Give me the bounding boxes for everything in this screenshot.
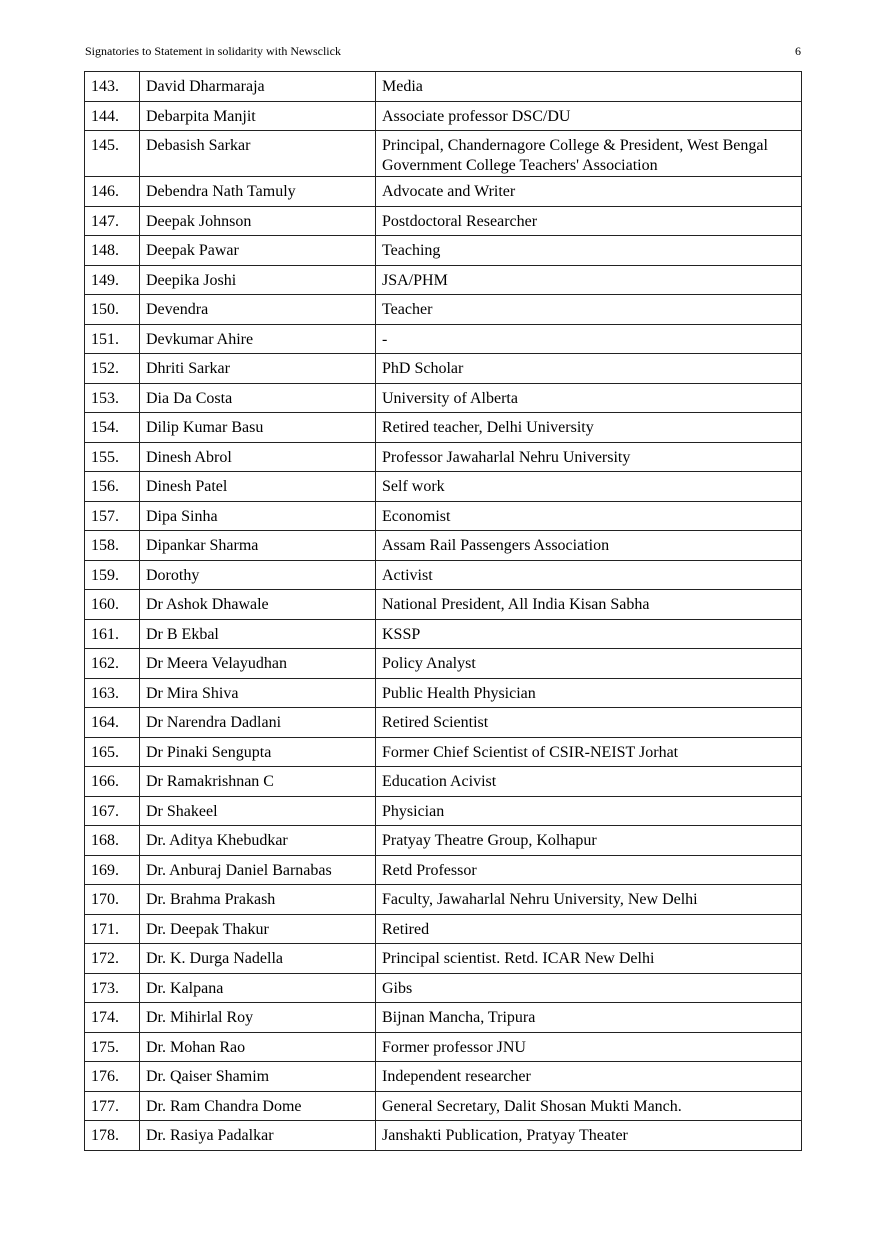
signatory-affiliation: Teaching — [376, 236, 802, 266]
signatories-table-body — [85, 72, 802, 1151]
table-row — [85, 885, 802, 915]
row-number: 173. — [85, 973, 140, 1003]
row-number: 159. — [85, 560, 140, 590]
table-row — [85, 914, 802, 944]
table-row — [85, 708, 802, 738]
signatory-affiliation: Education Acivist — [376, 767, 802, 797]
row-number: 156. — [85, 472, 140, 502]
signatory-name: Dr Shakeel — [140, 796, 376, 826]
signatory-name: Dr. Mohan Rao — [140, 1032, 376, 1062]
signatory-affiliation: Principal, Chandernagore College & President, West Bengal Government College Teachers' Association — [376, 131, 802, 177]
table-row — [85, 131, 802, 177]
page-number: 6 — [795, 44, 801, 58]
row-number: 147. — [85, 206, 140, 236]
signatory-affiliation: - — [376, 324, 802, 354]
document-title: Signatories to Statement in solidarity with Newsclick — [85, 44, 341, 58]
signatory-name: Dr. Mihirlal Roy — [140, 1003, 376, 1033]
signatory-affiliation: General Secretary, Dalit Shosan Mukti Manch. — [376, 1091, 802, 1121]
row-number: 174. — [85, 1003, 140, 1033]
table-row — [85, 737, 802, 767]
table-row — [85, 1032, 802, 1062]
table-row — [85, 531, 802, 561]
row-number: 170. — [85, 885, 140, 915]
signatory-name: Debarpita Manjit — [140, 101, 376, 131]
signatory-name: Dilip Kumar Basu — [140, 413, 376, 443]
signatory-name: Dr Ramakrishnan C — [140, 767, 376, 797]
signatory-name: Deepak Johnson — [140, 206, 376, 236]
row-number: 146. — [85, 177, 140, 207]
signatory-affiliation: Self work — [376, 472, 802, 502]
signatory-name: Dipankar Sharma — [140, 531, 376, 561]
signatory-affiliation: Media — [376, 72, 802, 102]
signatory-name: Dipa Sinha — [140, 501, 376, 531]
table-row — [85, 442, 802, 472]
signatory-affiliation: Associate professor DSC/DU — [376, 101, 802, 131]
signatory-name: Dinesh Abrol — [140, 442, 376, 472]
table-row — [85, 619, 802, 649]
table-row — [85, 413, 802, 443]
row-number: 167. — [85, 796, 140, 826]
signatory-affiliation: Principal scientist. Retd. ICAR New Delhi — [376, 944, 802, 974]
signatory-name: Dr Pinaki Sengupta — [140, 737, 376, 767]
table-row — [85, 472, 802, 502]
signatory-affiliation: Postdoctoral Researcher — [376, 206, 802, 236]
row-number: 153. — [85, 383, 140, 413]
table-row — [85, 767, 802, 797]
signatory-affiliation: Pratyay Theatre Group, Kolhapur — [376, 826, 802, 856]
signatories-table — [84, 71, 802, 1151]
row-number: 144. — [85, 101, 140, 131]
table-row — [85, 826, 802, 856]
row-number: 169. — [85, 855, 140, 885]
signatory-affiliation: University of Alberta — [376, 383, 802, 413]
table-row — [85, 1091, 802, 1121]
table-row — [85, 101, 802, 131]
signatory-name: Dr. Brahma Prakash — [140, 885, 376, 915]
row-number: 171. — [85, 914, 140, 944]
row-number: 164. — [85, 708, 140, 738]
row-number: 158. — [85, 531, 140, 561]
table-row — [85, 796, 802, 826]
signatory-name: Dr Ashok Dhawale — [140, 590, 376, 620]
row-number: 165. — [85, 737, 140, 767]
signatory-name: David Dharmaraja — [140, 72, 376, 102]
signatory-name: Dr. Anburaj Daniel Barnabas — [140, 855, 376, 885]
row-number: 177. — [85, 1091, 140, 1121]
table-row — [85, 72, 802, 102]
signatory-name: Debasish Sarkar — [140, 131, 376, 177]
row-number: 176. — [85, 1062, 140, 1092]
signatory-affiliation: Janshakti Publication, Pratyay Theater — [376, 1121, 802, 1151]
table-row — [85, 236, 802, 266]
row-number: 152. — [85, 354, 140, 384]
row-number: 143. — [85, 72, 140, 102]
signatory-name: Devendra — [140, 295, 376, 325]
signatory-affiliation: Advocate and Writer — [376, 177, 802, 207]
signatory-affiliation: Public Health Physician — [376, 678, 802, 708]
signatory-affiliation: Physician — [376, 796, 802, 826]
signatory-affiliation: Independent researcher — [376, 1062, 802, 1092]
table-row — [85, 1121, 802, 1151]
signatory-affiliation: KSSP — [376, 619, 802, 649]
signatory-name: Dia Da Costa — [140, 383, 376, 413]
signatory-name: Dr Mira Shiva — [140, 678, 376, 708]
table-row — [85, 265, 802, 295]
table-row — [85, 295, 802, 325]
table-row — [85, 324, 802, 354]
signatory-name: Dorothy — [140, 560, 376, 590]
row-number: 150. — [85, 295, 140, 325]
signatory-affiliation: PhD Scholar — [376, 354, 802, 384]
table-row — [85, 1003, 802, 1033]
signatory-name: Dr. K. Durga Nadella — [140, 944, 376, 974]
signatory-name: Dr. Aditya Khebudkar — [140, 826, 376, 856]
signatory-affiliation: Bijnan Mancha, Tripura — [376, 1003, 802, 1033]
row-number: 155. — [85, 442, 140, 472]
row-number: 151. — [85, 324, 140, 354]
signatory-name: Dr. Rasiya Padalkar — [140, 1121, 376, 1151]
table-row — [85, 678, 802, 708]
signatory-affiliation: Former Chief Scientist of CSIR-NEIST Jorhat — [376, 737, 802, 767]
table-row — [85, 855, 802, 885]
signatory-affiliation: Economist — [376, 501, 802, 531]
table-row — [85, 649, 802, 679]
signatory-name: Dhriti Sarkar — [140, 354, 376, 384]
signatory-name: Deepak Pawar — [140, 236, 376, 266]
row-number: 157. — [85, 501, 140, 531]
signatory-name: Devkumar Ahire — [140, 324, 376, 354]
row-number: 148. — [85, 236, 140, 266]
row-number: 168. — [85, 826, 140, 856]
table-row — [85, 354, 802, 384]
table-row — [85, 206, 802, 236]
row-number: 178. — [85, 1121, 140, 1151]
row-number: 160. — [85, 590, 140, 620]
signatory-affiliation: Policy Analyst — [376, 649, 802, 679]
signatory-name: Dr Meera Velayudhan — [140, 649, 376, 679]
page-header — [85, 42, 801, 60]
signatory-name: Dr. Qaiser Shamim — [140, 1062, 376, 1092]
row-number: 162. — [85, 649, 140, 679]
signatory-affiliation: Retired Scientist — [376, 708, 802, 738]
signatory-name: Debendra Nath Tamuly — [140, 177, 376, 207]
signatory-affiliation: Assam Rail Passengers Association — [376, 531, 802, 561]
signatory-name: Dr Narendra Dadlani — [140, 708, 376, 738]
table-row — [85, 177, 802, 207]
signatory-affiliation: Teacher — [376, 295, 802, 325]
signatory-name: Dinesh Patel — [140, 472, 376, 502]
table-row — [85, 1062, 802, 1092]
table-row — [85, 944, 802, 974]
signatory-affiliation: Retired teacher, Delhi University — [376, 413, 802, 443]
row-number: 161. — [85, 619, 140, 649]
signatory-affiliation: National President, All India Kisan Sabha — [376, 590, 802, 620]
signatory-name: Deepika Joshi — [140, 265, 376, 295]
row-number: 166. — [85, 767, 140, 797]
signatory-affiliation: Professor Jawaharlal Nehru University — [376, 442, 802, 472]
signatory-name: Dr B Ekbal — [140, 619, 376, 649]
row-number: 175. — [85, 1032, 140, 1062]
signatory-affiliation: Activist — [376, 560, 802, 590]
signatory-name: Dr. Kalpana — [140, 973, 376, 1003]
table-row — [85, 973, 802, 1003]
signatory-affiliation: JSA/PHM — [376, 265, 802, 295]
row-number: 145. — [85, 131, 140, 177]
row-number: 154. — [85, 413, 140, 443]
signatory-name: Dr. Deepak Thakur — [140, 914, 376, 944]
row-number: 163. — [85, 678, 140, 708]
table-row — [85, 590, 802, 620]
signatory-affiliation: Former professor JNU — [376, 1032, 802, 1062]
table-row — [85, 560, 802, 590]
signatory-name: Dr. Ram Chandra Dome — [140, 1091, 376, 1121]
table-row — [85, 383, 802, 413]
signatory-affiliation: Faculty, Jawaharlal Nehru University, New Delhi — [376, 885, 802, 915]
signatory-affiliation: Retd Professor — [376, 855, 802, 885]
signatory-affiliation: Gibs — [376, 973, 802, 1003]
row-number: 172. — [85, 944, 140, 974]
row-number: 149. — [85, 265, 140, 295]
signatory-affiliation: Retired — [376, 914, 802, 944]
table-row — [85, 501, 802, 531]
